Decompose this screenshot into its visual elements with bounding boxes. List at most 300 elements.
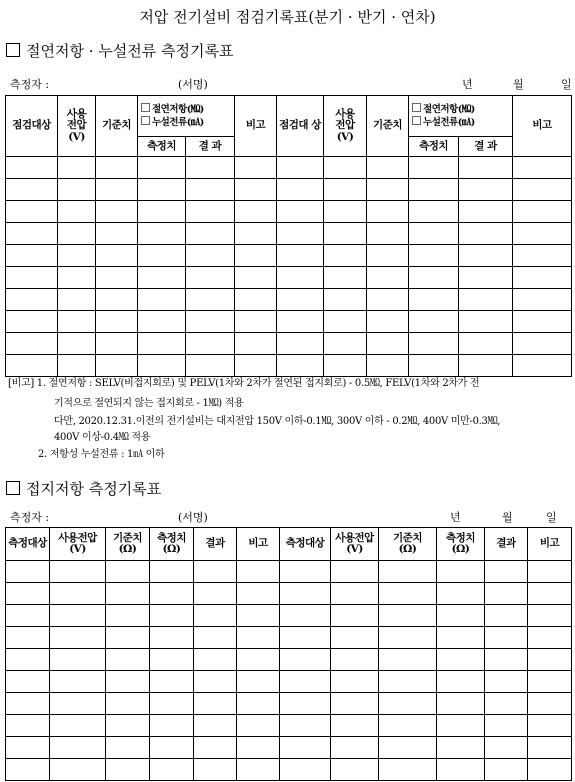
table-cell[interactable] xyxy=(96,157,138,179)
table-cell[interactable] xyxy=(331,759,379,781)
table-cell[interactable] xyxy=(6,583,50,605)
table-cell[interactable] xyxy=(6,179,58,201)
table-cell[interactable] xyxy=(277,267,324,289)
table-cell[interactable] xyxy=(513,355,572,377)
table-cell[interactable] xyxy=(513,157,572,179)
table-cell[interactable] xyxy=(367,201,409,223)
table-cell[interactable] xyxy=(437,583,485,605)
table-cell[interactable] xyxy=(138,157,186,179)
table-cell[interactable] xyxy=(58,267,96,289)
table-cell[interactable] xyxy=(150,693,194,715)
table-cell[interactable] xyxy=(379,649,437,671)
table-cell[interactable] xyxy=(6,627,50,649)
header-voltage: 사용 전압 (V) xyxy=(58,96,96,157)
table-cell[interactable] xyxy=(331,671,379,693)
table-cell[interactable] xyxy=(50,759,106,781)
table-cell[interactable] xyxy=(528,605,572,627)
table-cell[interactable] xyxy=(6,333,58,355)
table-cell[interactable] xyxy=(485,715,528,737)
table-cell[interactable] xyxy=(485,693,528,715)
table-cell[interactable] xyxy=(277,355,324,377)
table-cell[interactable] xyxy=(235,289,277,311)
table-cell[interactable] xyxy=(58,289,96,311)
table-cell[interactable] xyxy=(235,355,277,377)
month-label: 월 xyxy=(502,511,513,524)
table-cell[interactable] xyxy=(237,759,280,781)
table-cell[interactable] xyxy=(437,561,485,583)
table-cell[interactable] xyxy=(58,157,96,179)
header-measured: 측정치 (Ω) xyxy=(150,528,194,561)
table-cell[interactable] xyxy=(235,179,277,201)
table-cell[interactable] xyxy=(513,333,572,355)
table-cell[interactable] xyxy=(235,267,277,289)
table-cell[interactable] xyxy=(186,201,235,223)
table-cell[interactable] xyxy=(235,223,277,245)
header-standard-right: 기준치 (Ω) xyxy=(379,528,437,561)
table-cell[interactable] xyxy=(379,715,437,737)
table-cell[interactable] xyxy=(237,561,280,583)
table-cell[interactable] xyxy=(6,267,58,289)
table-cell[interactable] xyxy=(437,715,485,737)
table-cell[interactable] xyxy=(367,245,409,267)
table-cell[interactable] xyxy=(58,355,96,377)
table-cell[interactable] xyxy=(324,289,367,311)
table-cell[interactable] xyxy=(528,759,572,781)
table-cell[interactable] xyxy=(459,223,513,245)
table-cell[interactable] xyxy=(6,715,50,737)
table-cell[interactable] xyxy=(331,649,379,671)
table-cell[interactable] xyxy=(331,561,379,583)
table-cell[interactable] xyxy=(437,671,485,693)
table-cell[interactable] xyxy=(324,355,367,377)
table-cell[interactable] xyxy=(186,267,235,289)
table-cell[interactable] xyxy=(186,311,235,333)
table-cell[interactable] xyxy=(150,605,194,627)
grounding-section-title xyxy=(6,478,161,499)
table-cell[interactable] xyxy=(6,605,50,627)
table-cell[interactable] xyxy=(513,311,572,333)
table-cell[interactable] xyxy=(58,179,96,201)
table-cell[interactable] xyxy=(186,355,235,377)
table-cell[interactable] xyxy=(437,737,485,759)
table-cell[interactable] xyxy=(280,649,331,671)
table-cell[interactable] xyxy=(280,627,331,649)
table-cell[interactable] xyxy=(6,245,58,267)
table-cell[interactable] xyxy=(150,759,194,781)
table-cell[interactable] xyxy=(379,693,437,715)
table-cell[interactable] xyxy=(277,245,324,267)
table-cell[interactable] xyxy=(194,737,237,759)
table-cell[interactable] xyxy=(6,649,50,671)
table-cell[interactable] xyxy=(6,201,58,223)
table-cell[interactable] xyxy=(194,693,237,715)
table-cell[interactable] xyxy=(277,333,324,355)
table-cell[interactable] xyxy=(437,627,485,649)
table-cell[interactable] xyxy=(150,627,194,649)
grounding-table xyxy=(5,527,572,781)
month-label: 월 xyxy=(513,78,524,91)
option-checkbox-icon[interactable] xyxy=(412,103,421,112)
option-insulation[interactable]: 절연저항(㏁) xyxy=(409,103,512,116)
table-cell[interactable] xyxy=(528,627,572,649)
table-row xyxy=(6,561,572,583)
header-measure-options-right xyxy=(409,96,513,137)
table-cell[interactable] xyxy=(409,289,459,311)
table-cell[interactable] xyxy=(58,223,96,245)
header-measured-right: 측정치 (Ω) xyxy=(437,528,485,561)
table-cell[interactable] xyxy=(367,289,409,311)
table-cell[interactable] xyxy=(237,627,280,649)
option-leakage[interactable]: 누설전류(㎃) xyxy=(409,116,512,129)
header-standard: 기준치 xyxy=(96,96,138,157)
table-cell[interactable] xyxy=(409,311,459,333)
header-measure-options xyxy=(138,96,235,137)
table-row xyxy=(6,671,572,693)
table-cell[interactable] xyxy=(58,311,96,333)
header-target-right: 측정대상 xyxy=(280,528,331,561)
table-cell[interactable] xyxy=(277,179,324,201)
day-label: 일 xyxy=(561,78,572,91)
table-cell[interactable] xyxy=(138,201,186,223)
table-cell[interactable] xyxy=(528,671,572,693)
table-cell[interactable] xyxy=(96,289,138,311)
table-cell[interactable] xyxy=(324,245,367,267)
table-cell[interactable] xyxy=(513,201,572,223)
table-cell[interactable] xyxy=(513,245,572,267)
table-cell[interactable] xyxy=(58,201,96,223)
table-cell[interactable] xyxy=(409,267,459,289)
table-cell[interactable] xyxy=(459,267,513,289)
table-cell[interactable] xyxy=(106,649,150,671)
table-cell[interactable] xyxy=(186,289,235,311)
table-cell[interactable] xyxy=(96,223,138,245)
table-cell[interactable] xyxy=(150,649,194,671)
table-cell[interactable] xyxy=(150,737,194,759)
table-cell[interactable] xyxy=(194,671,237,693)
table-row xyxy=(6,179,572,201)
table-cell[interactable] xyxy=(50,561,106,583)
table-cell[interactable] xyxy=(138,333,186,355)
table-cell[interactable] xyxy=(367,157,409,179)
table-cell[interactable] xyxy=(50,693,106,715)
header-target: 측정대상 xyxy=(6,528,50,561)
header-result: 결 과 xyxy=(186,137,235,157)
table-cell[interactable] xyxy=(6,737,50,759)
table-cell[interactable] xyxy=(96,333,138,355)
table-cell[interactable] xyxy=(50,715,106,737)
table-cell[interactable] xyxy=(277,223,324,245)
table-cell[interactable] xyxy=(235,157,277,179)
table-cell[interactable] xyxy=(106,561,150,583)
table-cell[interactable] xyxy=(6,671,50,693)
table-cell[interactable] xyxy=(528,737,572,759)
header-remarks-right: 비고 xyxy=(528,528,572,561)
table-cell[interactable] xyxy=(277,289,324,311)
table-cell[interactable] xyxy=(150,561,194,583)
table-cell[interactable] xyxy=(459,201,513,223)
table-cell[interactable] xyxy=(409,157,459,179)
year-label: 년 xyxy=(450,511,461,524)
table-cell[interactable] xyxy=(194,583,237,605)
table-cell[interactable] xyxy=(485,759,528,781)
table-cell[interactable] xyxy=(280,759,331,781)
table-cell[interactable] xyxy=(324,179,367,201)
table-cell[interactable] xyxy=(324,223,367,245)
table-cell[interactable] xyxy=(138,289,186,311)
table-cell[interactable] xyxy=(50,671,106,693)
table-cell[interactable] xyxy=(96,267,138,289)
table-cell[interactable] xyxy=(106,737,150,759)
table-cell[interactable] xyxy=(106,605,150,627)
measurer-label: 측정자 : xyxy=(10,78,50,91)
signature-label: (서명) xyxy=(178,511,208,524)
table-cell[interactable] xyxy=(6,311,58,333)
table-row xyxy=(6,759,572,781)
table-cell[interactable] xyxy=(58,245,96,267)
table-cell[interactable] xyxy=(485,605,528,627)
table-cell[interactable] xyxy=(485,737,528,759)
table-cell[interactable] xyxy=(367,311,409,333)
table-cell[interactable] xyxy=(50,627,106,649)
table-cell[interactable] xyxy=(277,157,324,179)
table-cell[interactable] xyxy=(280,671,331,693)
grounding-section-title-text: 접지저항 측정기록표 xyxy=(26,480,162,498)
table-cell[interactable] xyxy=(186,179,235,201)
table-cell[interactable] xyxy=(459,355,513,377)
table-cell[interactable] xyxy=(513,223,572,245)
table-cell[interactable] xyxy=(331,693,379,715)
table-cell[interactable] xyxy=(459,179,513,201)
table-cell[interactable] xyxy=(409,355,459,377)
year-label: 년 xyxy=(462,78,473,91)
option-checkbox-icon[interactable] xyxy=(141,103,150,112)
table-cell[interactable] xyxy=(513,179,572,201)
table-cell[interactable] xyxy=(106,693,150,715)
header-remarks: 비고 xyxy=(237,528,280,561)
table-cell[interactable] xyxy=(235,311,277,333)
header-result: 결과 xyxy=(194,528,237,561)
table-cell[interactable] xyxy=(324,201,367,223)
note-1a: [비고] 1. 절연저항 : SELV(비접지회로) 및 PELV(1차와 2차가 절연된 접지회로) - 0.5㏁, FELV(1차와 2차가 전 xyxy=(8,378,480,389)
table-cell[interactable] xyxy=(485,649,528,671)
table-cell[interactable] xyxy=(150,671,194,693)
table-cell[interactable] xyxy=(409,201,459,223)
table-cell[interactable] xyxy=(409,245,459,267)
option-checkbox-icon[interactable] xyxy=(412,116,421,125)
table-cell[interactable] xyxy=(485,561,528,583)
day-label: 일 xyxy=(546,511,557,524)
table-cell[interactable] xyxy=(96,311,138,333)
table-cell[interactable] xyxy=(324,267,367,289)
table-cell[interactable] xyxy=(50,737,106,759)
table-cell[interactable] xyxy=(235,333,277,355)
table-cell[interactable] xyxy=(280,693,331,715)
table-cell[interactable] xyxy=(409,223,459,245)
table-cell[interactable] xyxy=(331,627,379,649)
table-cell[interactable] xyxy=(409,179,459,201)
table-cell[interactable] xyxy=(138,223,186,245)
table-cell[interactable] xyxy=(237,715,280,737)
table-cell[interactable] xyxy=(379,627,437,649)
table-cell[interactable] xyxy=(409,333,459,355)
table-cell[interactable] xyxy=(194,627,237,649)
option-checkbox-icon[interactable] xyxy=(141,116,150,125)
table-cell[interactable] xyxy=(106,715,150,737)
table-cell[interactable] xyxy=(50,605,106,627)
table-row xyxy=(6,245,572,267)
table-cell[interactable] xyxy=(138,267,186,289)
table-row xyxy=(6,333,572,355)
table-cell[interactable] xyxy=(379,737,437,759)
table-cell[interactable] xyxy=(237,605,280,627)
table-row xyxy=(6,693,572,715)
table-cell[interactable] xyxy=(280,561,331,583)
header-measured: 측정치 xyxy=(138,137,186,157)
note-1b: 기적으로 절연되지 않는 접지회로 - 1㏁) 적용 xyxy=(54,398,244,409)
table-cell[interactable] xyxy=(186,223,235,245)
table-cell[interactable] xyxy=(513,267,572,289)
table-cell[interactable] xyxy=(277,201,324,223)
table-cell[interactable] xyxy=(437,605,485,627)
table-cell[interactable] xyxy=(324,333,367,355)
table-cell[interactable] xyxy=(106,583,150,605)
table-cell[interactable] xyxy=(367,333,409,355)
table-cell[interactable] xyxy=(150,715,194,737)
table-cell[interactable] xyxy=(437,649,485,671)
table-cell[interactable] xyxy=(379,605,437,627)
table-cell[interactable] xyxy=(459,311,513,333)
table-cell[interactable] xyxy=(50,649,106,671)
table-cell[interactable] xyxy=(331,605,379,627)
table-cell[interactable] xyxy=(194,715,237,737)
table-cell[interactable] xyxy=(6,561,50,583)
table-cell[interactable] xyxy=(280,605,331,627)
table-cell[interactable] xyxy=(138,245,186,267)
table-cell[interactable] xyxy=(235,245,277,267)
table-cell[interactable] xyxy=(485,671,528,693)
table-cell[interactable] xyxy=(186,245,235,267)
table-cell[interactable] xyxy=(237,737,280,759)
table-cell[interactable] xyxy=(96,355,138,377)
table-cell[interactable] xyxy=(277,311,324,333)
option-insulation[interactable]: 절연저항(㏁) xyxy=(138,103,234,116)
signature-label: (서명) xyxy=(178,78,208,91)
table-cell[interactable] xyxy=(237,671,280,693)
table-cell[interactable] xyxy=(186,333,235,355)
table-cell[interactable] xyxy=(485,627,528,649)
table-cell[interactable] xyxy=(138,355,186,377)
table-cell[interactable] xyxy=(459,289,513,311)
table-cell[interactable] xyxy=(367,355,409,377)
table-cell[interactable] xyxy=(6,693,50,715)
table-cell[interactable] xyxy=(367,223,409,245)
table-cell[interactable] xyxy=(237,649,280,671)
table-cell[interactable] xyxy=(324,157,367,179)
header-standard: 기준치 (Ω) xyxy=(106,528,150,561)
table-cell[interactable] xyxy=(331,715,379,737)
table-row xyxy=(6,311,572,333)
table-cell[interactable] xyxy=(513,289,572,311)
table-cell[interactable] xyxy=(528,693,572,715)
table-cell[interactable] xyxy=(528,583,572,605)
section-checkbox-icon[interactable] xyxy=(6,43,20,57)
table-cell[interactable] xyxy=(459,157,513,179)
header-target: 점검대상 xyxy=(6,96,58,157)
note-1c: 다만, 2020.12.31.이전의 전기설비는 대지전압 150V 이하-0.1㏁, 300V 이하 - 0.2㏁, 400V 미만-0.3㏁, xyxy=(54,416,501,427)
table-cell[interactable] xyxy=(367,179,409,201)
header-target-right: 점검대 상 xyxy=(277,96,324,157)
table-cell[interactable] xyxy=(6,355,58,377)
table-cell[interactable] xyxy=(437,759,485,781)
table-cell[interactable] xyxy=(379,759,437,781)
table-cell[interactable] xyxy=(6,289,58,311)
table-cell[interactable] xyxy=(138,179,186,201)
header-result-right: 결과 xyxy=(485,528,528,561)
table-cell[interactable] xyxy=(194,605,237,627)
table-cell[interactable] xyxy=(237,693,280,715)
table-cell[interactable] xyxy=(237,583,280,605)
table-cell[interactable] xyxy=(58,333,96,355)
table-cell[interactable] xyxy=(379,671,437,693)
table-cell[interactable] xyxy=(379,583,437,605)
table-cell[interactable] xyxy=(6,157,58,179)
table-row xyxy=(6,201,572,223)
table-cell[interactable] xyxy=(280,715,331,737)
table-cell[interactable] xyxy=(528,561,572,583)
header-measured-right: 측정치 xyxy=(409,137,459,157)
table-cell[interactable] xyxy=(379,561,437,583)
table-cell[interactable] xyxy=(280,583,331,605)
table-cell[interactable] xyxy=(367,267,409,289)
table-cell[interactable] xyxy=(6,759,50,781)
table-cell[interactable] xyxy=(138,311,186,333)
insulation-section-title xyxy=(6,40,233,61)
section-checkbox-icon[interactable] xyxy=(6,481,20,495)
table-cell[interactable] xyxy=(194,649,237,671)
option-leakage[interactable]: 누설전류(㎃) xyxy=(138,116,234,129)
table-row xyxy=(6,223,572,245)
table-cell[interactable] xyxy=(96,179,138,201)
table-cell[interactable] xyxy=(186,157,235,179)
table-cell[interactable] xyxy=(106,671,150,693)
table-cell[interactable] xyxy=(194,561,237,583)
table-cell[interactable] xyxy=(528,715,572,737)
table-cell[interactable] xyxy=(331,737,379,759)
table-cell[interactable] xyxy=(6,223,58,245)
table-row xyxy=(6,267,572,289)
table-row xyxy=(6,583,572,605)
table-cell[interactable] xyxy=(96,245,138,267)
table-cell[interactable] xyxy=(324,311,367,333)
table-cell[interactable] xyxy=(528,649,572,671)
table-cell[interactable] xyxy=(50,583,106,605)
table-cell[interactable] xyxy=(485,583,528,605)
table-cell[interactable] xyxy=(280,737,331,759)
table-cell[interactable] xyxy=(194,759,237,781)
table-row xyxy=(6,355,572,377)
table-cell[interactable] xyxy=(331,583,379,605)
table-cell[interactable] xyxy=(437,693,485,715)
table-cell[interactable] xyxy=(106,759,150,781)
table-cell[interactable] xyxy=(459,245,513,267)
table-cell[interactable] xyxy=(150,583,194,605)
header-remarks: 비고 xyxy=(235,96,277,157)
table-cell[interactable] xyxy=(106,627,150,649)
table-cell[interactable] xyxy=(459,333,513,355)
table-cell[interactable] xyxy=(235,201,277,223)
table-row xyxy=(6,737,572,759)
table-cell[interactable] xyxy=(96,201,138,223)
